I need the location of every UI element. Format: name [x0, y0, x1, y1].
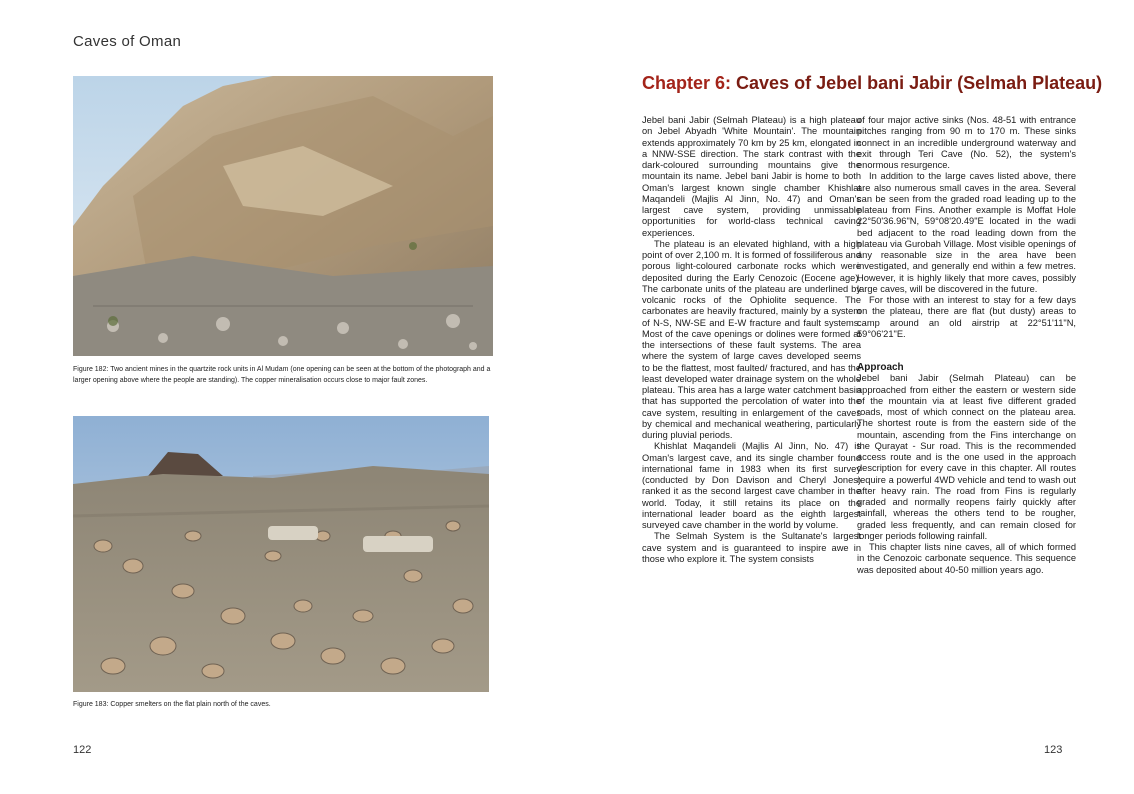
text-column-2 [857, 115, 1076, 576]
paragraph: The Selmah System is the Sultanate's largest cave system and is guaranteed to inspire awe in those who explore it. The system consists [642, 531, 861, 564]
figure-183-photo [73, 416, 489, 692]
chapter-title [642, 73, 1102, 94]
paragraph: The plateau is an elevated highland, with a high point of over 2,100 m. It is formed of fossiliferous and porous light-coloured carbonate rocks which were deposited during the Early Cenozoic (Eocene age). The carbonate units of the plateau are underlined by volcanic rocks of the Ophiolite sequence. The carbonates are heavily fractured, mainly by a system of N-S, NW-SE and E-W fracture and fault systems. Most of the cave openings or dolines were formed at the intersections of these fault systems. The area where the system of large caves developed seems to be the flattest, most faulted/ fractured, and has the least developed water drainage system on the whole plateau. This area has a large water catchment basin that has supported the percolation of water into the cave system, resulting in enlargement of the caves by chemical and mechanical weathering, particularly during pluvial periods. [642, 238, 861, 440]
page-number-right: 123 [1044, 744, 1063, 756]
page-number-left: 122 [73, 744, 92, 756]
paragraph: For those with an interest to stay for a few days on the plateau, there are flat (but dusty) areas to camp around an old airstrip at 22°51'11"N, 59°06'21"E. [857, 295, 1076, 339]
chapter-label: Chapter 6: [642, 73, 732, 93]
approach-heading: Approach [857, 362, 904, 373]
figure-183-caption: Figure 183: Copper smelters on the flat plain north of the caves. [73, 701, 271, 708]
figure-182-caption: Figure 182: Two ancient mines in the quartzite rock units in Al Mudam (one opening can be seen at the bottom of the photograph and a larger opening above where the people are standing). The copper mineralisation occurs close to major fault zones. [73, 366, 491, 384]
paragraph: Jebel bani Jabir (Selmah Plateau) can be approached from either the eastern or western side of the mountain via at least five different graded roads, most of which connect on the plateau area. The shortest route is from the eastern side of the mountain, ascending from the Fins interchange on the Qurayat - Sur road. This is the recommended access route and is the one used in the approach description for every cave in this chapter. All routes require a powerful 4WD vehicle and tend to wash out after heavy rain. The road from Fins is regularly graded and normally reopens fairly quickly after rainfall, whereas the others tend to be rougher, graded less frequently, and can remain closed for longer periods following rainfall. [857, 373, 1076, 541]
paragraph: In addition to the large caves listed above, there are also numerous small caves in the area. Several can be seen from the graded road leading up to the plateau from Fins. Another example is Moffat Hole 22°50'36.96"N, 59°08'20.49"E located in the wadi bed adjacent to the road leading down from the plateau via Gurobah Village. Most visible openings of any reasonable size in the area have been investigated, and generally end within a few metres. However, it is highly likely that more caves, possibly large caves, will be discovered in the future. [857, 171, 1076, 294]
paragraph: of four major active sinks (Nos. 48-51 with entrance pitches ranging from 90 m to 170 m. These sinks connect in an incredible underground waterway and exit through Teri Cave (No. 52), the system's enormous resurgence. [857, 115, 1076, 170]
figure-182-photo [73, 76, 493, 356]
text-column-1 [642, 115, 861, 565]
paragraph: Khishlat Maqandeli (Majlis Al Jinn, No. 47) is Oman's largest cave, and its single chamber found international fame in 1983 when its first survey (conducted by Don Davison and Cheryl Jones) ranked it as the second largest cave chamber in the world. Today, it still retains its place on the international leader board as the eighth largest surveyed cave chamber in the world by volume. [642, 441, 861, 530]
paragraph: This chapter lists nine caves, all of which formed in the Cenozoic carbonate sequence. This sequence was deposited about 40-50 million years ago. [857, 542, 1076, 575]
running-head: Caves of Oman [73, 33, 182, 50]
chapter-name: Caves of Jebel bani Jabir (Selmah Plateau) [736, 73, 1103, 93]
paragraph: Jebel bani Jabir (Selmah Plateau) is a high plateau on Jebel Abyadh 'White Mountain'. The mountain extends approximately 70 km by 25 km, elongated in a NNW-SSE direction. The stark contrast with the dark-coloured surrounding mountains give the mountain its name. Jebel bani Jabir is home to both Oman's largest known single chamber Khishlat Maqandeli (Majlis Al Jinn, No. 47) and Oman's largest cave system, providing unmissable opportunities for world-class technical caving experiences. [642, 115, 861, 238]
